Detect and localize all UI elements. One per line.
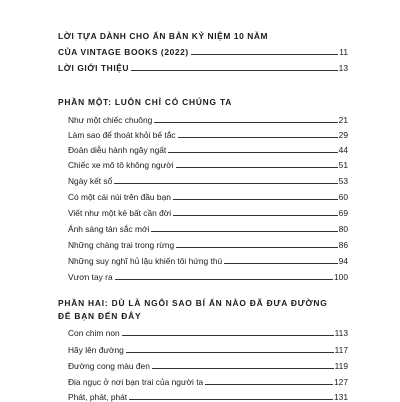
toc-page-number: 29 [338,130,348,140]
dot-leader [191,54,339,55]
dot-leader [115,279,333,280]
toc-item[interactable] [68,145,348,155]
toc-page-number: 53 [338,176,348,186]
toc-item-title: Đoản diễu hành ngây ngất [68,145,167,155]
part-two-heading [58,297,348,323]
toc-page-number: 69 [338,208,348,218]
dot-leader [173,199,338,200]
part-two-heading-line1: PHẦN HAI: DÙ LÀ NGÔI SAO BÍ ẨN NÀO ĐÃ ĐƯA ĐƯỜNG [58,298,328,308]
dot-leader [151,231,337,232]
toc-page-number: 94 [338,256,348,266]
toc-item-title: Chiếc xe mô tô không người [68,160,174,170]
part-two-heading-line2: ĐỂ BẠN ĐẾN ĐÂY [58,311,142,321]
toc-page-number: 117 [334,345,348,355]
dot-leader [114,183,337,184]
dot-leader [131,70,338,71]
dot-leader [152,368,334,369]
toc-page-number: 127 [334,377,348,387]
toc-item-title: Ngày kết sổ [68,176,113,186]
part-one-heading: PHẦN MỘT: LUÔN CHỈ CÓ CHÚNG TA [58,97,233,107]
dot-leader [122,335,334,336]
toc-item[interactable] [68,345,348,355]
toc-page-number: 60 [338,192,348,202]
toc-item-title: Những chàng trai trong rừng [68,240,175,250]
toc-page-number: 44 [338,145,348,155]
toc-item[interactable] [68,240,348,250]
toc-page-number: 51 [338,160,348,170]
toc-item-title: Con chim non [68,328,120,338]
dot-leader [176,247,337,248]
toc-entry-title-line2: CỦA VINTAGE BOOKS (2022) [58,47,189,57]
toc-item[interactable] [68,176,348,186]
toc-item-title: Những suy nghĩ hủ lậu khiến tôi hứng thú [68,256,223,266]
toc-item[interactable] [68,192,348,202]
toc-item-title: Viết như một kẻ bất cần đời [68,208,172,218]
toc-page-number: 11 [339,47,348,57]
toc-item-title: Vươn tay ra [68,272,113,282]
table-of-contents [58,0,348,400]
dot-leader [168,152,337,153]
toc-item[interactable] [68,377,348,387]
dot-leader [178,137,338,138]
toc-item[interactable] [68,361,348,371]
dot-leader [126,352,334,353]
toc-item[interactable] [68,130,348,140]
dot-leader [176,167,338,168]
toc-page-number: 100 [334,272,348,282]
dot-leader [224,263,338,264]
toc-item-title: Hãy lên đường [68,345,124,355]
dot-leader [173,215,338,216]
toc-page-number: 119 [334,361,348,371]
toc-item[interactable] [68,160,348,170]
toc-item[interactable] [68,272,348,282]
toc-item-title: Như một chiếc chuông [68,115,153,125]
toc-page-number: 13 [338,63,348,73]
toc-entry-title: LỜI GIỚI THIỆU [58,63,130,73]
toc-item-title: Làm sao để thoát khỏi bế tắc [68,130,176,140]
toc-item-title: Có một cái núi trên đầu bạn [68,192,171,202]
toc-page-number: 131 [334,392,348,402]
toc-item[interactable] [68,328,348,338]
toc-page-number: 86 [338,240,348,250]
toc-entry-introduction[interactable] [58,63,348,73]
toc-item-title: Đường cong màu đen [68,361,150,371]
toc-item[interactable] [68,392,348,402]
dot-leader [154,122,337,123]
toc-item[interactable] [68,208,348,218]
toc-item[interactable] [68,256,348,266]
toc-page-number: 21 [338,115,348,125]
toc-item-title: Ánh sáng tán sắc mới [68,224,150,234]
toc-item-title: Phát, phát, phát [68,392,128,402]
toc-entry-preface[interactable] [58,31,348,57]
toc-item-title: Địa ngục ở nơi bạn trai của người ta [68,377,204,387]
dot-leader [205,384,333,385]
toc-page-number: 113 [334,328,348,338]
toc-item[interactable] [68,224,348,234]
toc-page-number: 80 [338,224,348,234]
toc-entry-title-line1: LỜI TỰA DÀNH CHO ẤN BẢN KỶ NIỆM 10 NĂM [58,31,269,41]
toc-item[interactable] [68,115,348,125]
